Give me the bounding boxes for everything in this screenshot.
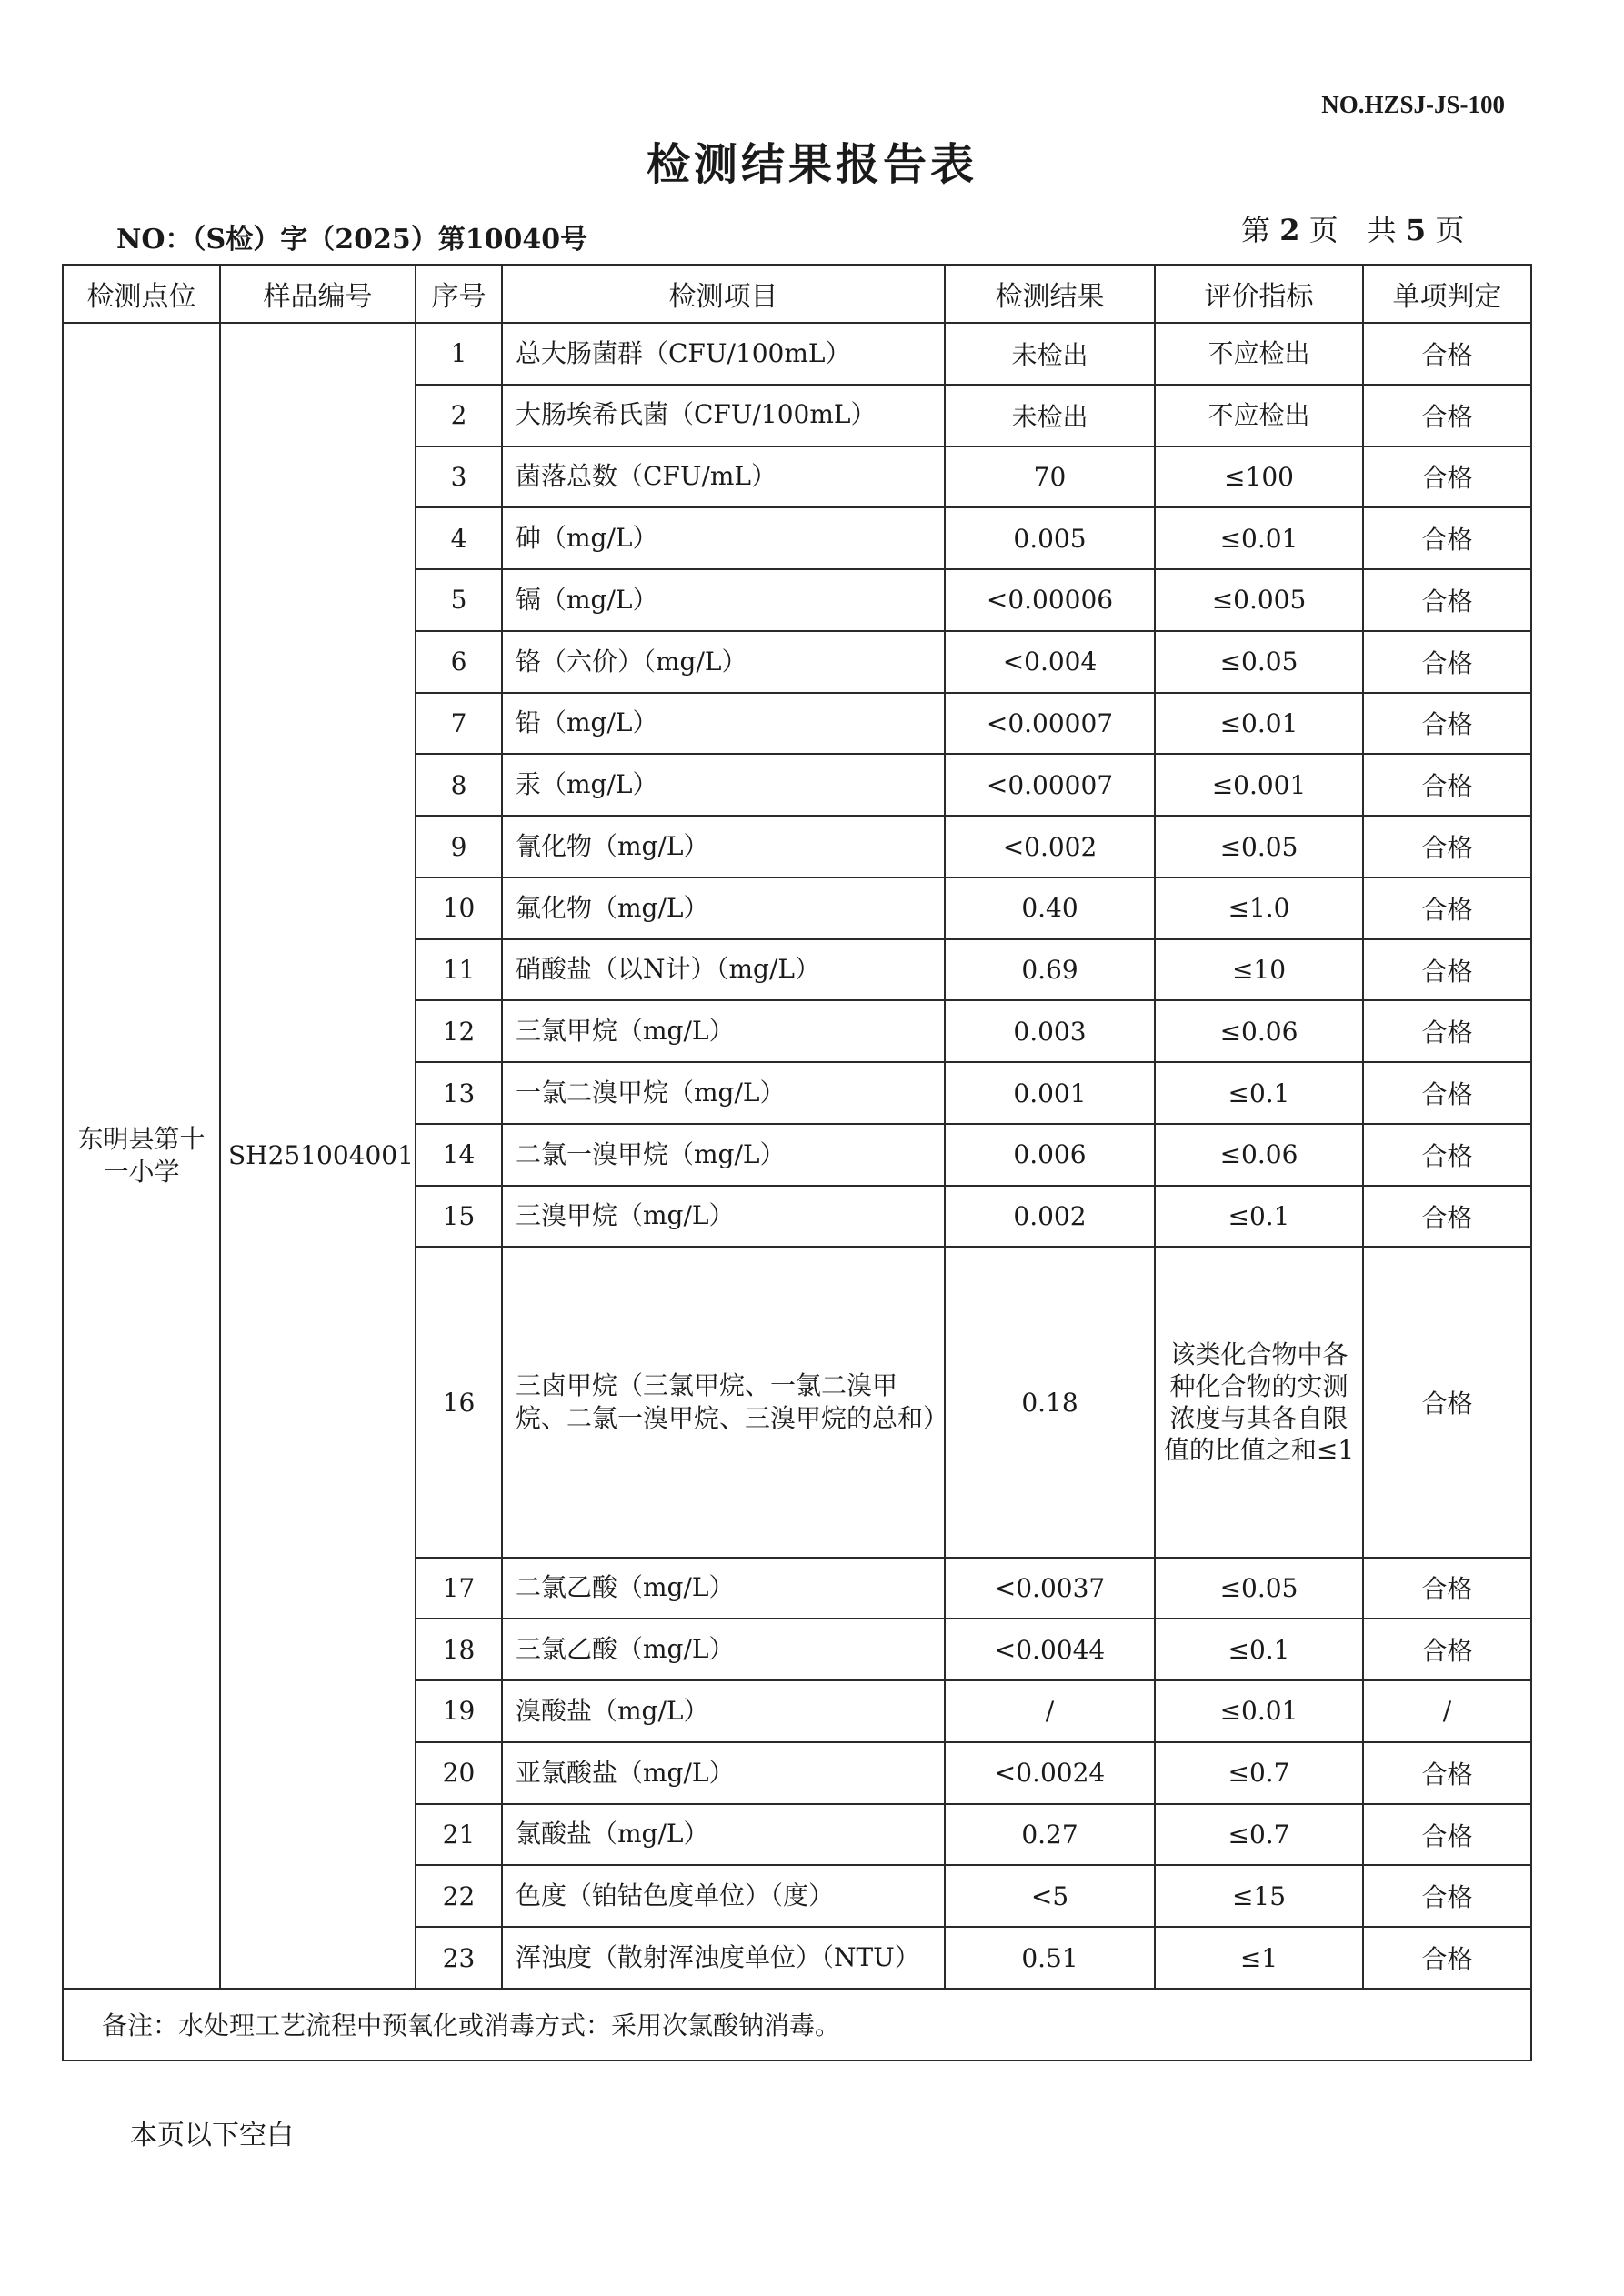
row-number: 11 xyxy=(416,939,502,1001)
column-header: 检测项目 xyxy=(502,265,945,323)
test-item: 铬（六价）（mg/L） xyxy=(502,631,945,693)
test-result: 未检出 xyxy=(945,385,1155,446)
test-item: 硝酸盐（以N计）（mg/L） xyxy=(502,939,945,1001)
limit-value: ≤10 xyxy=(1155,939,1363,1001)
verdict: 合格 xyxy=(1363,1865,1531,1927)
test-item: 大肠埃希氏菌（CFU/100mL） xyxy=(502,385,945,446)
verdict: 合格 xyxy=(1363,569,1531,631)
limit-value: ≤0.06 xyxy=(1155,1124,1363,1186)
page-label-suffix: 页 xyxy=(1435,213,1465,247)
test-item: 三卤甲烷（三氯甲烷、一氯二溴甲烷、二氯一溴甲烷、三溴甲烷的总和） xyxy=(502,1247,945,1557)
limit-value: ≤0.7 xyxy=(1155,1804,1363,1866)
verdict: 合格 xyxy=(1363,385,1531,446)
verdict: 合格 xyxy=(1363,1000,1531,1062)
test-result: 0.18 xyxy=(945,1247,1155,1557)
row-number: 14 xyxy=(416,1124,502,1186)
test-result: 0.006 xyxy=(945,1124,1155,1186)
verdict: 合格 xyxy=(1363,1804,1531,1866)
page-total: 5 xyxy=(1405,213,1427,247)
test-result: 0.69 xyxy=(945,939,1155,1001)
column-header: 评价指标 xyxy=(1155,265,1363,323)
test-result: <0.00007 xyxy=(945,693,1155,755)
test-item: 氯酸盐（mg/L） xyxy=(502,1804,945,1866)
limit-value: ≤0.05 xyxy=(1155,1558,1363,1619)
verdict: 合格 xyxy=(1363,631,1531,693)
test-item: 总大肠菌群（CFU/100mL） xyxy=(502,323,945,385)
verdict: 合格 xyxy=(1363,877,1531,939)
row-number: 19 xyxy=(416,1680,502,1742)
note-row xyxy=(63,1989,1531,2060)
test-result: <0.00007 xyxy=(945,754,1155,816)
test-item: 二氯乙酸（mg/L） xyxy=(502,1558,945,1619)
page-label-prefix: 第 xyxy=(1241,213,1271,247)
test-result: <5 xyxy=(945,1865,1155,1927)
verdict: 合格 xyxy=(1363,323,1531,385)
row-number: 2 xyxy=(416,385,502,446)
table-header-row xyxy=(63,265,1531,323)
test-item: 砷（mg/L） xyxy=(502,507,945,569)
row-number: 13 xyxy=(416,1062,502,1124)
blank-page-notice: 本页以下空白 xyxy=(130,2120,294,2151)
test-result: 0.003 xyxy=(945,1000,1155,1062)
test-item: 色度（铂钴色度单位）（度） xyxy=(502,1865,945,1927)
row-number: 15 xyxy=(416,1186,502,1248)
test-result: 0.002 xyxy=(945,1186,1155,1248)
verdict: 合格 xyxy=(1363,693,1531,755)
limit-value: 不应检出 xyxy=(1155,385,1363,446)
test-item: 三氯甲烷（mg/L） xyxy=(502,1000,945,1062)
limit-value: ≤0.1 xyxy=(1155,1186,1363,1248)
test-result: <0.004 xyxy=(945,631,1155,693)
test-item: 氟化物（mg/L） xyxy=(502,877,945,939)
limit-value: ≤0.05 xyxy=(1155,816,1363,877)
row-number: 23 xyxy=(416,1927,502,1989)
limit-value: 该类化合物中各种化合物的实测浓度与其各自限值的比值之和≤1 xyxy=(1155,1247,1363,1557)
limit-value: ≤0.06 xyxy=(1155,1000,1363,1062)
verdict: 合格 xyxy=(1363,446,1531,508)
row-number: 16 xyxy=(416,1247,502,1557)
report-number: NO：（S检）字（2025）第10040号 xyxy=(116,224,588,256)
limit-value: ≤0.001 xyxy=(1155,754,1363,816)
test-result: <0.0024 xyxy=(945,1742,1155,1804)
verdict: / xyxy=(1363,1680,1531,1742)
test-result: 0.27 xyxy=(945,1804,1155,1866)
limit-value: ≤15 xyxy=(1155,1865,1363,1927)
row-number: 9 xyxy=(416,816,502,877)
column-header: 样品编号 xyxy=(220,265,416,323)
verdict: 合格 xyxy=(1363,1186,1531,1248)
limit-value: ≤0.7 xyxy=(1155,1742,1363,1804)
verdict: 合格 xyxy=(1363,939,1531,1001)
verdict: 合格 xyxy=(1363,816,1531,877)
sample-id-cell: SH251004001 xyxy=(220,323,416,1989)
row-number: 22 xyxy=(416,1865,502,1927)
test-result: 0.40 xyxy=(945,877,1155,939)
row-number: 17 xyxy=(416,1558,502,1619)
row-number: 8 xyxy=(416,754,502,816)
test-item: 三氯乙酸（mg/L） xyxy=(502,1619,945,1680)
test-result: <0.0044 xyxy=(945,1619,1155,1680)
verdict: 合格 xyxy=(1363,1927,1531,1989)
test-item: 亚氯酸盐（mg/L） xyxy=(502,1742,945,1804)
test-item: 镉（mg/L） xyxy=(502,569,945,631)
test-result: <0.002 xyxy=(945,816,1155,877)
test-result: 0.005 xyxy=(945,507,1155,569)
limit-value: ≤0.01 xyxy=(1155,507,1363,569)
test-result: 0.51 xyxy=(945,1927,1155,1989)
test-result: 70 xyxy=(945,446,1155,508)
test-result: <0.0037 xyxy=(945,1558,1155,1619)
limit-value: ≤0.005 xyxy=(1155,569,1363,631)
test-item: 三溴甲烷（mg/L） xyxy=(502,1186,945,1248)
row-number: 10 xyxy=(416,877,502,939)
row-number: 20 xyxy=(416,1742,502,1804)
limit-value: ≤0.01 xyxy=(1155,693,1363,755)
row-number: 1 xyxy=(416,323,502,385)
limit-value: ≤0.1 xyxy=(1155,1062,1363,1124)
column-header: 检测点位 xyxy=(63,265,220,323)
row-number: 21 xyxy=(416,1804,502,1866)
verdict: 合格 xyxy=(1363,507,1531,569)
test-item: 二氯一溴甲烷（mg/L） xyxy=(502,1124,945,1186)
verdict: 合格 xyxy=(1363,1124,1531,1186)
row-number: 5 xyxy=(416,569,502,631)
limit-value: ≤0.05 xyxy=(1155,631,1363,693)
location-cell: 东明县第十一小学 xyxy=(63,323,220,1989)
test-result: / xyxy=(945,1680,1155,1742)
form-code: NO.HZSJ-JS-100 xyxy=(1321,91,1505,118)
row-number: 7 xyxy=(416,693,502,755)
limit-value: ≤1 xyxy=(1155,1927,1363,1989)
test-item: 菌落总数（CFU/mL） xyxy=(502,446,945,508)
verdict: 合格 xyxy=(1363,1742,1531,1804)
limit-value: ≤0.01 xyxy=(1155,1680,1363,1742)
column-header: 单项判定 xyxy=(1363,265,1531,323)
remarks: 备注：水处理工艺流程中预氧化或消毒方式：采用次氯酸钠消毒。 xyxy=(63,1989,1531,2060)
test-result: 0.001 xyxy=(945,1062,1155,1124)
test-item: 浑浊度（散射浑浊度单位）（NTU） xyxy=(502,1927,945,1989)
row-number: 3 xyxy=(416,446,502,508)
table-row xyxy=(63,323,1531,385)
test-result: <0.00006 xyxy=(945,569,1155,631)
verdict: 合格 xyxy=(1363,754,1531,816)
row-number: 12 xyxy=(416,1000,502,1062)
report-title: 检测结果报告表 xyxy=(646,139,977,190)
verdict: 合格 xyxy=(1363,1619,1531,1680)
test-item: 铅（mg/L） xyxy=(502,693,945,755)
verdict: 合格 xyxy=(1363,1558,1531,1619)
page-indicator xyxy=(1241,207,1464,249)
limit-value: 不应检出 xyxy=(1155,323,1363,385)
test-item: 汞（mg/L） xyxy=(502,754,945,816)
row-number: 6 xyxy=(416,631,502,693)
test-item: 溴酸盐（mg/L） xyxy=(502,1680,945,1742)
limit-value: ≤1.0 xyxy=(1155,877,1363,939)
row-number: 4 xyxy=(416,507,502,569)
test-item: 一氯二溴甲烷（mg/L） xyxy=(502,1062,945,1124)
limit-value: ≤0.1 xyxy=(1155,1619,1363,1680)
page-label-mid: 页 共 xyxy=(1308,213,1397,247)
column-header: 检测结果 xyxy=(945,265,1155,323)
page-current: 2 xyxy=(1279,213,1300,247)
limit-value: ≤100 xyxy=(1155,446,1363,508)
verdict: 合格 xyxy=(1363,1062,1531,1124)
verdict: 合格 xyxy=(1363,1247,1531,1557)
test-item: 氰化物（mg/L） xyxy=(502,816,945,877)
results-table xyxy=(62,264,1532,2061)
column-header: 序号 xyxy=(416,265,502,323)
test-result: 未检出 xyxy=(945,323,1155,385)
row-number: 18 xyxy=(416,1619,502,1680)
